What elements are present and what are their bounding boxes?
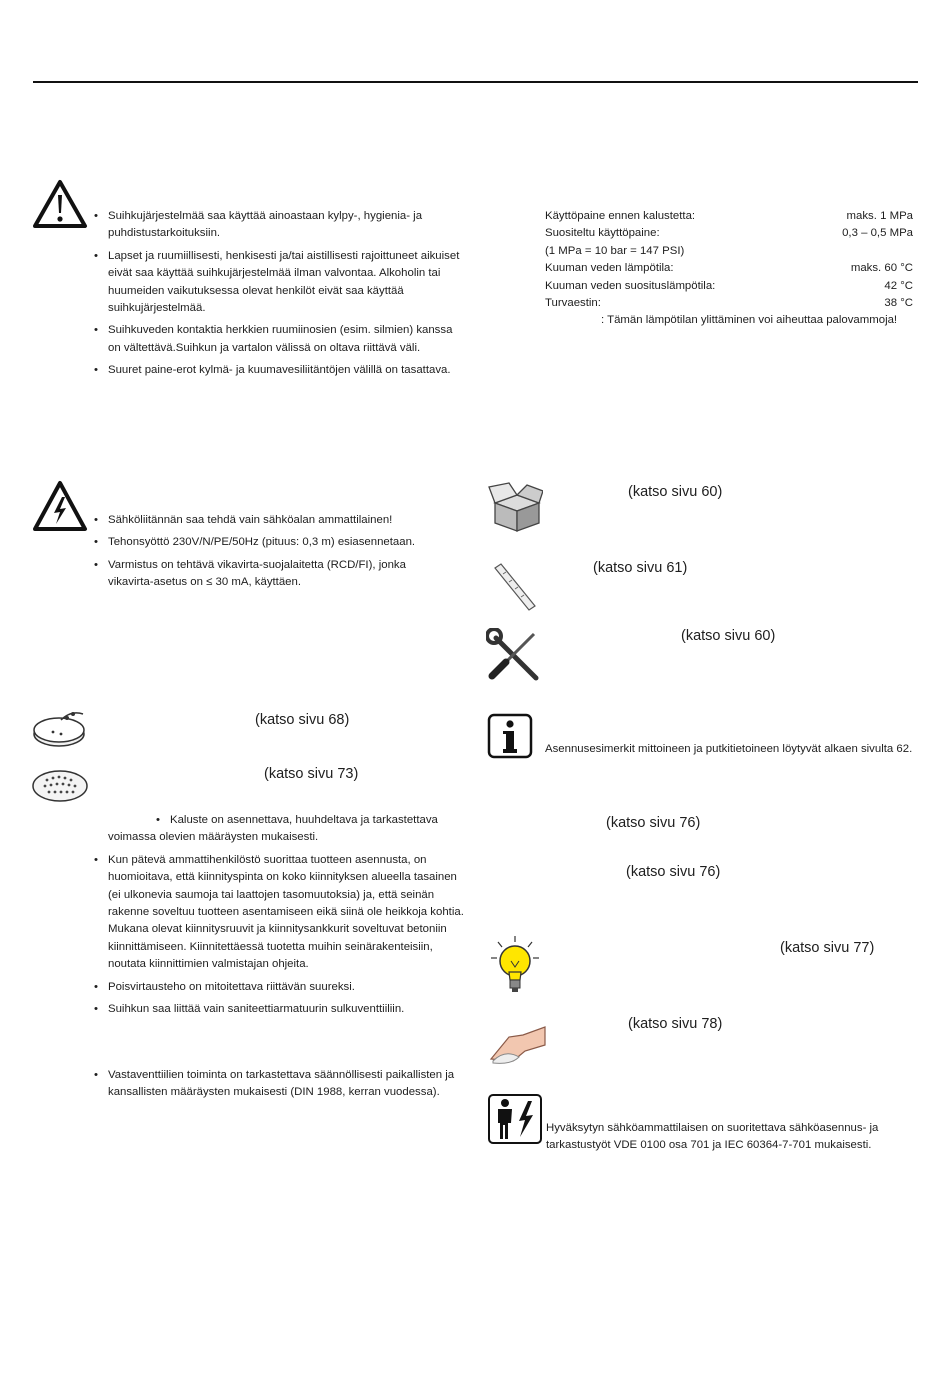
installation-item: • Kaluste on asennettava, huuhdeltava ja tarkastettava voimassa olevien määräysten mukaisesti. [94,812,464,847]
electrician-text: Hyväksytyn sähköammattilaisen on suoritettava sähköasennus- ja tarkastustyöt VDE 0100 osa 701 ja IEC 60364-7-701 mukaisesti. [546,1122,879,1152]
ref-76-b: (katso sivu 76) [626,864,721,880]
ref-tools: (katso sivu 60) [681,628,776,644]
ref-box: (katso sivu 60) [628,484,723,500]
shower-head-icon [31,708,89,752]
installation-item: • Suihkun saa liittää vain saniteettiarmatuurin sulkuventtiiliin. [94,1001,464,1018]
installation-list [94,812,464,1023]
cleaning-hand-icon [489,1019,547,1065]
safety-item: • Lapset ja ruumiillisesti, henkisesti ja/tai aistillisesti rajoittuneet aikuiset eivät saa käyttää suihkujärjestelmää ilman valvontaa. Alkoholin tai huumeiden vaikutuksessa olevat henkilöt eivät saa käyttää suihkujärjestelmää. [94,248,466,318]
electrical-item: • Tehonsyöttö 230V/N/PE/50Hz (pituus: 0,3 m) esiasennetaan. [94,534,454,551]
safety-list [94,208,466,385]
wrench-screwdriver-icon [486,628,544,684]
ref-76-a: (katso sivu 76) [606,815,701,831]
warning-triangle-icon [32,179,88,229]
spec-row: (1 MPa = 10 bar = 147 PSI) [545,244,685,257]
ref-bulb: (katso sivu 77) [780,940,875,956]
check-item: • Vastaventtiilien toiminta on tarkastettava säännöllisesti paikallisten ja kansallisten määräysten mukaisesti (DIN 1988, kerran vuodessa). [94,1067,464,1102]
light-bulb-icon [490,936,540,996]
electrical-item: • Sähköliitännän saa tehdä vain sähköalan ammattilainen! [94,512,454,529]
electrical-item: • Varmistus on tehtävä vikavirta-suojalaitetta (RCD/FI), jonka vikavirta-asetus on ≤ 30 mA, käyttäen. [94,557,454,592]
ref-ruler: (katso sivu 61) [593,560,688,576]
info-icon [487,713,533,759]
info-text: Asennusesimerkit mittoineen ja putkitietoineen löytyvät alkaen sivulta 62. [545,743,913,755]
check-list [94,1067,464,1107]
specs-table [545,208,913,330]
electrical-list [94,512,454,597]
header-rule [33,81,918,83]
installation-item: • Kun pätevä ammattihenkilöstö suorittaa tuotteen asennusta, on huomioitava, että kiinnityspinta on koko kiinnityksen alueella tasainen (ei ulkonevia saumoja tai laattojen tasomuutoksia) ja, että seinän rakenne soveltuu tuotteen asentamiseen eikä siinä ole heikkoja kohtia. Mukana olevat kiinnitysruuvit ja kiinnitysankkurit soveltuvat betoniin kiinnittämiseen. Kiinnitettäessä tuotetta muihin seinärakenteisiin, noutata kiinnittimien valmistajan ohjeita. [94,852,464,974]
ruler-icon [493,562,537,612]
ref-clean: (katso sivu 78) [628,1016,723,1032]
spec-row: Käyttöpaine ennen kalustetta: maks. 1 MPa [545,210,913,222]
safety-item: • Suuret paine-erot kylmä- ja kuumavesiliitäntöjen välillä on tasattava. [94,362,466,379]
safety-item: • Suihkujärjestelmää saa käyttää ainoastaan kylpy-, hygienia- ja puhdistustarkoituksiin. [94,208,466,243]
ref-shower-2: (katso sivu 73) [264,766,359,782]
ref-shower-1: (katso sivu 68) [255,712,350,728]
shower-head-grid-icon [31,768,89,804]
specs-note: : Tämän lämpötilan ylittäminen voi aiheuttaa palovammoja! [601,314,898,327]
safety-item: • Suihkuveden kontaktia herkkien ruumiinosien (esim. silmien) kanssa on vältettävä.Suihkun ja vartalon välissä on oltava riittävä väli. [94,322,466,357]
spec-row: Suositeltu käyttöpaine: 0,3 – 0,5 MPa [545,227,913,240]
electrician-icon [487,1093,543,1145]
box-icon [487,481,543,533]
electric-hazard-icon [32,480,88,532]
installation-item: • Poisvirtausteho on mitoitettava riittävän suureksi. [94,979,464,996]
spec-row: Turvaestin: 38 °C [545,297,913,310]
spec-row: Kuuman veden suosituslämpötila: 42 °C [545,279,913,292]
spec-row: Kuuman veden lämpötila: maks. 60 °C [545,262,913,275]
